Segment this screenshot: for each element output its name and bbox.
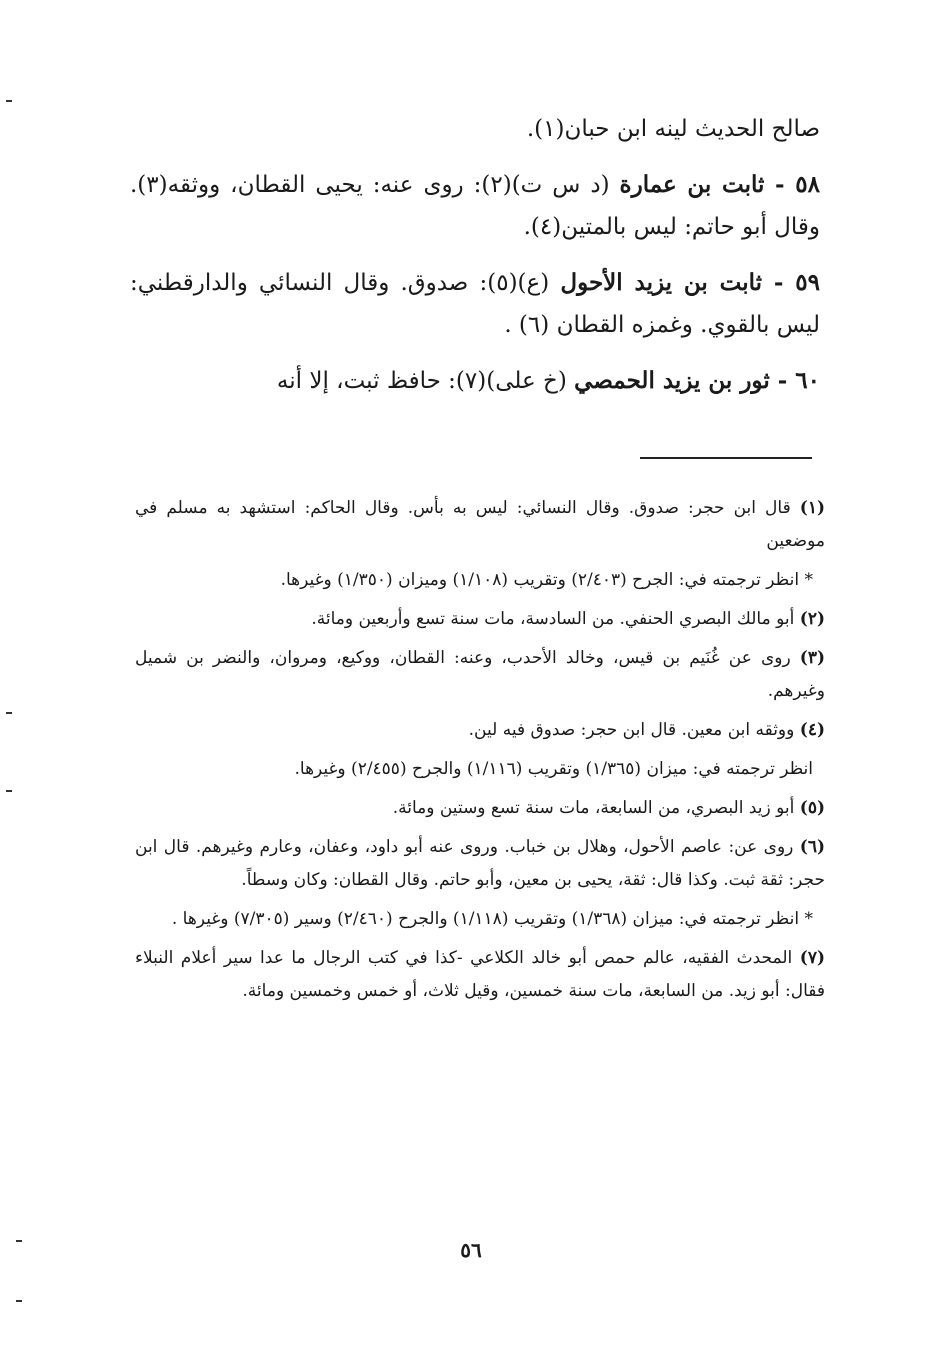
footnote-number: (٣) xyxy=(799,648,825,668)
footnote-number: (٧) xyxy=(799,948,825,968)
entry-heading: ٥٩ - ثابت بن يزيد الأحول xyxy=(560,269,820,296)
footnote-6-reference: * انظر ترجمته في: ميزان (١/٣٦٨) وتقريب (١/١١٨) والجرح (٢/٤٦٠) وسير (٧/٣٠٥) وغيرها . xyxy=(171,909,813,929)
scan-mark xyxy=(16,1240,22,1242)
footnote-text: أبو زيد البصري، من السابعة، مات سنة تسع وستين ومائة. xyxy=(392,798,800,818)
footnotes xyxy=(135,492,825,1014)
footnote-text: قال ابن حجر: صدوق. وقال النسائي: ليس به بأس. وقال الحاكم: استشهد به مسلم في موضعين xyxy=(135,498,825,551)
footnote-text: المحدث الفقيه، عالم حمص أبو خالد الكلاعي -كذا في كتب الرجال ما عدا سير أعلام النبلاء فقال: أبو زيد. من السابعة، مات سنة خمسين، وقيل ثلاث، أو خمس وخمسين ومائة. xyxy=(135,948,825,1001)
scan-mark xyxy=(16,1300,22,1302)
footnote-1-reference: * انظر ترجمته في: الجرح (٢/٤٠٣) وتقريب (١/١٠٨) وميزان (١/٣٥٠) وغيرها. xyxy=(280,570,813,590)
footnote-number: (٤) xyxy=(799,720,825,740)
entry-58 xyxy=(130,164,820,248)
entry-heading: ٦٠ - ثور بن يزيد الحمصي xyxy=(574,367,820,394)
scan-mark xyxy=(6,790,12,792)
footnote-4-reference: انظر ترجمته في: ميزان (١/٣٦٥) وتقريب (١/١١٦) والجرح (٢/٤٥٥) وغيرها. xyxy=(294,759,813,779)
footnote-4 xyxy=(135,714,825,747)
entry-60 xyxy=(130,360,820,402)
footnote-number: (٢) xyxy=(799,609,825,629)
footnote-text: روى عن غُنَيم بن قيس، وخالد الأحدب، وعنه: القطان، ووكيع، ومروان، والنضر بن شميل وغيرهم. xyxy=(135,648,825,701)
footnote-5 xyxy=(135,792,825,825)
footnote-number: (٥) xyxy=(799,798,825,818)
footnote-1 xyxy=(135,492,825,558)
scan-mark xyxy=(6,100,12,102)
footnote-text: أبو مالك البصري الحنفي. من السادسة، مات سنة تسع وأربعين ومائة. xyxy=(311,609,800,629)
entry-heading: ٥٨ - ثابت بن عمارة xyxy=(619,171,820,198)
footnote-number: (٦) xyxy=(799,837,825,857)
footnote-text: ووثقه ابن معين. قال ابن حجر: صدوق فيه لين. xyxy=(468,720,800,740)
footnote-separator xyxy=(640,457,812,459)
entry-59 xyxy=(130,262,820,346)
footnote-2 xyxy=(135,603,825,636)
footnote-7 xyxy=(135,942,825,1008)
main-text xyxy=(130,108,820,416)
footnote-text: روى عن: عاصم الأحول، وهلال بن خباب. وروى عنه أبو داود، وعفان، وعارم وغيرهم. قال ابن حجر: ثقة ثبت. وكذا قال: ثقة، يحيى بن معين، وأبو حاتم. وقال القطان: وكان وسطاً. xyxy=(135,837,825,890)
intro-line: صالح الحديث لينه ابن حبان(١). xyxy=(526,116,820,142)
footnote-number: (١) xyxy=(799,498,825,518)
footnote-3 xyxy=(135,642,825,708)
entry-text: (د س ت)(٢): روى عنه: يحيى القطان، ووثقه(٣). وقال أبو حاتم: ليس بالمتين(٤). xyxy=(130,172,820,240)
scan-mark xyxy=(6,712,12,714)
entry-text: (ع)(٥): صدوق. وقال النسائي والدارقطني: ليس بالقوي. وغمزه القطان (٦) . xyxy=(130,270,820,338)
entry-text: (خ على)(٧): حافظ ثبت، إلا أنه xyxy=(276,368,575,394)
page-number: ٥٦ xyxy=(460,1238,482,1262)
footnote-6 xyxy=(135,831,825,897)
